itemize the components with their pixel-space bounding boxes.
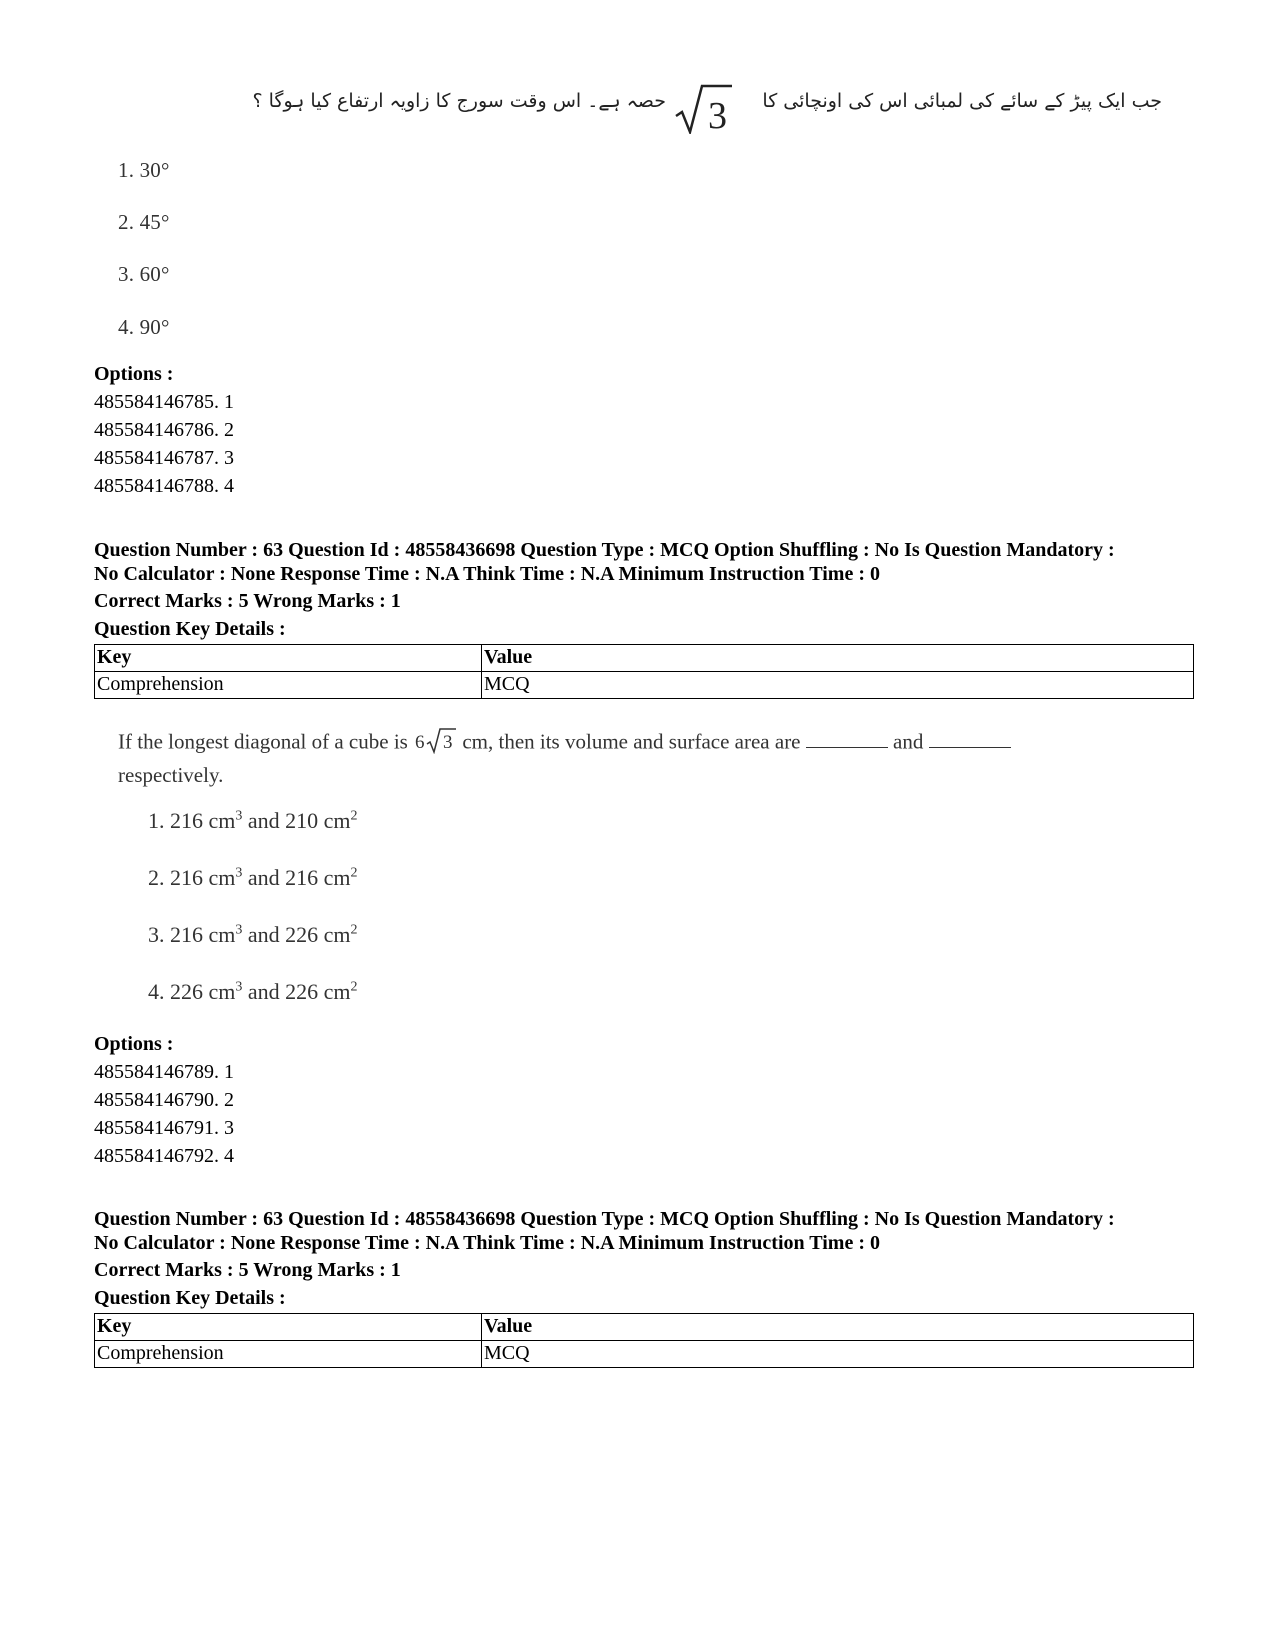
table-cell-key: Comprehension (95, 672, 482, 699)
table-cell-value: MCQ (482, 672, 1194, 699)
option-id-line: 485584146789. 1 (94, 1061, 234, 1083)
key-details-label: Question Key Details : (94, 1287, 286, 1309)
key-details-label: Question Key Details : (94, 618, 286, 640)
question-text-part: If the longest diagonal of a cube is (118, 729, 408, 754)
choice-3: 3. 60° (118, 262, 170, 286)
question-meta (94, 1207, 1204, 1255)
cube-choice-3: 3. 216 $cm^3$ and 226 $cm^2$ (148, 922, 358, 947)
option-id-line: 485584146790. 2 (94, 1089, 234, 1111)
table-header-value: Value (482, 645, 1194, 672)
cube-question-text (118, 726, 1168, 789)
cube-choice-2: 2. 216 $cm^3$ and 216 $cm^2$ (148, 865, 358, 890)
table-row (95, 1341, 1194, 1368)
urdu-question-part2: حصہ ہے۔ اس وقت سورج کا زاویہ ارتفاع کیا ہوگا ؟ (252, 90, 666, 112)
option-id-line: 485584146785. 1 (94, 391, 234, 413)
table-row (95, 672, 1194, 699)
options-label: Options : (94, 363, 174, 385)
choice-1: 1. 30° (118, 158, 170, 182)
cube-choice-1: 1. 216 $cm^3$ and 210 $cm^2$ (148, 808, 358, 833)
question-text-part: cm, then its volume and surface area are (462, 729, 801, 754)
table-header-key: Key (95, 645, 482, 672)
option-id-line: 485584146787. 3 (94, 447, 234, 469)
urdu-question-text (252, 82, 1162, 142)
question-meta (94, 538, 1204, 586)
cube-choice-4: 4. 226 $cm^3$ and 226 $cm^2$ (148, 979, 358, 1004)
question-meta-line1: Question Number : 63 Question Id : 48558436698 Question Type : MCQ Option Shuffling : No Is Question Mandatory : (94, 1208, 1115, 1230)
question-meta-line1: Question Number : 63 Question Id : 48558436698 Question Type : MCQ Option Shuffling : No Is Question Mandatory : (94, 539, 1115, 561)
table-cell-key: Comprehension (95, 1341, 482, 1368)
option-id-line: 485584146791. 3 (94, 1117, 234, 1139)
question-text-part: respectively. (118, 763, 224, 787)
option-id-line: 485584146788. 4 (94, 475, 234, 497)
key-value-table (94, 1313, 1194, 1368)
question-meta-line2: No Calculator : None Response Time : N.A Think Time : N.A Minimum Instruction Time : 0 (94, 1232, 880, 1254)
table-header-row (95, 1314, 1194, 1341)
sqrt-3-symbol (672, 82, 734, 134)
table-cell-value: MCQ (482, 1341, 1194, 1368)
choice-4: 4. 90° (118, 315, 170, 339)
question-meta-line2: No Calculator : None Response Time : N.A Think Time : N.A Minimum Instruction Time : 0 (94, 563, 880, 585)
marks-line: Correct Marks : 5 Wrong Marks : 1 (94, 590, 401, 612)
urdu-question-part1: جب ایک پیڑ کے سائے کی لمبائی اس کی اونچائی کا (762, 90, 1162, 112)
table-header-row (95, 645, 1194, 672)
answer-blank (806, 729, 888, 748)
answer-blank (929, 729, 1011, 748)
choice-2: 2. 45° (118, 210, 170, 234)
sqrt-radicand: 3 (708, 95, 727, 134)
option-id-line: 485584146786. 2 (94, 419, 234, 441)
options-label: Options : (94, 1033, 174, 1055)
table-header-value: Value (482, 1314, 1194, 1341)
svg-text:6: 6 (415, 732, 425, 753)
table-header-key: Key (95, 1314, 482, 1341)
key-value-table (94, 644, 1194, 699)
question-text-part: and (893, 729, 924, 754)
option-id-line: 485584146792. 4 (94, 1145, 234, 1167)
six-root-three (413, 726, 457, 761)
svg-text:3: 3 (443, 732, 453, 753)
marks-line: Correct Marks : 5 Wrong Marks : 1 (94, 1259, 401, 1281)
